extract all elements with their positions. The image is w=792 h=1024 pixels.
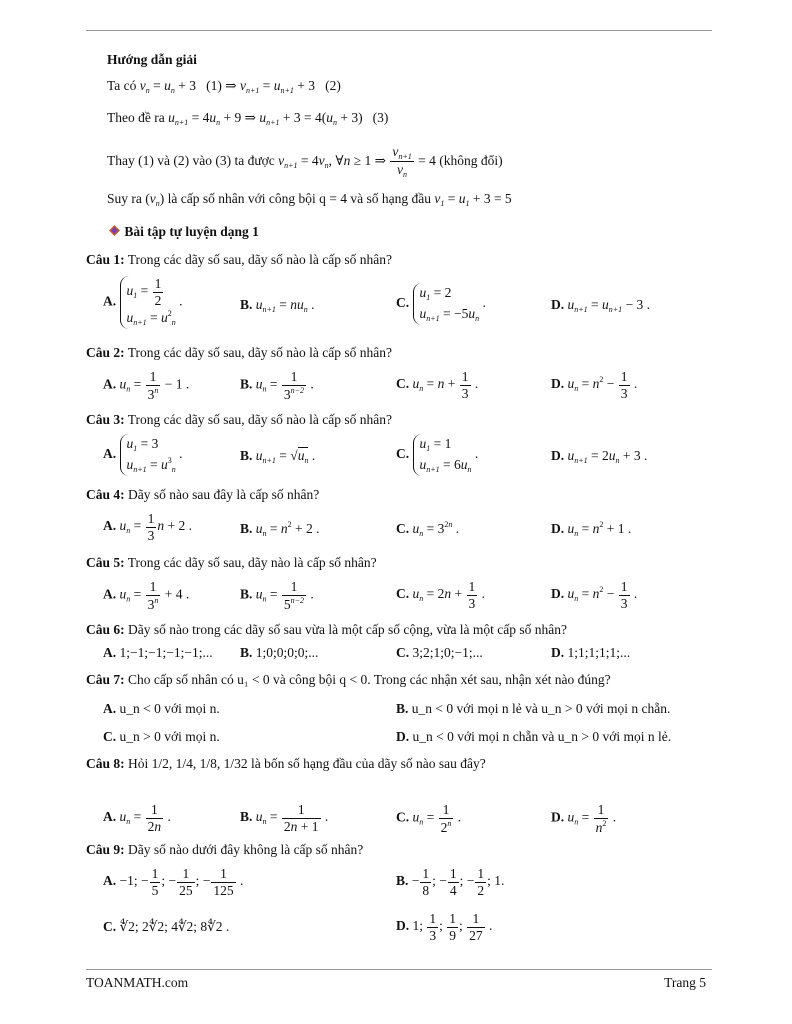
- q8-option-b[interactable]: B. $u_n$ = $\frac{1}{2n + 1}$ .: [240, 802, 329, 834]
- question-1: Câu 1: Trong các dãy số sau, dãy số nào là cấp số nhân?: [86, 252, 392, 267]
- question-5: Câu 5: Trong các dãy số sau, dãy nào là cấp số nhân?: [86, 555, 377, 570]
- q9-option-b[interactable]: B. − $\frac{1}{8}$ ; − $\frac{1}{4}$ ; − $\frac{1}{2}$ ; 1.: [396, 866, 505, 898]
- q9-option-c[interactable]: C. ∜2; 2∜2; 4∜2; 8∜2 .: [103, 919, 230, 934]
- q1-option-b[interactable]: B. $u_{n+1} = nu_n$ .: [240, 297, 315, 314]
- section-heading: Bài tập tự luyện dạng 1: [107, 225, 259, 240]
- q6-option-c[interactable]: C. 3;2;1;0;−1;...: [396, 645, 483, 660]
- q9-option-a[interactable]: A. −1; − $\frac{1}{5}$ ; − $\frac{1}{25}$ ; − $\frac{1}{125}$ .: [103, 866, 244, 898]
- q2-option-c[interactable]: C. $u_n = n$ + $\frac{1}{3}$ .: [396, 369, 479, 401]
- solution-line-2: Theo đề ra $u_{n+1} = 4u_n + 9$ ⇒ $u_{n+1} + 3 = 4(u_n + 3)$ (3): [107, 110, 389, 127]
- footer-page-number: Trang 5: [664, 975, 706, 990]
- header-rule: [86, 30, 712, 31]
- q7-option-c[interactable]: C. u_n > 0 với mọi n.: [103, 729, 220, 744]
- q8-option-c[interactable]: C. $u_n$ = $\frac{1}{2^n}$ .: [396, 802, 462, 835]
- q6-option-d[interactable]: D. 1;1;1;1;1;...: [551, 645, 631, 660]
- q6-option-a[interactable]: A. 1;−1;−1;−1;−1;...: [103, 645, 213, 660]
- q4-option-d[interactable]: D. $u_n = n^2 + 1$ .: [551, 520, 632, 538]
- q2-option-b[interactable]: B. $u_n$ = $\frac{1}{3^{n-2}}$ .: [240, 369, 314, 402]
- q4-option-b[interactable]: B. $u_n = n^2 + 2$ .: [240, 520, 320, 538]
- q3-option-a[interactable]: A. $u_1 = 3$ $u_{n+1} = u^3_n$ .: [103, 436, 183, 474]
- q2-option-d[interactable]: D. $u_n = n^2$ − $\frac{1}{3}$ .: [551, 369, 638, 401]
- question-8: Câu 8: Hỏi 1/2, 1/4, 1/8, 1/32 là bốn số hạng đầu của dãy số nào sau đây?: [86, 756, 486, 771]
- q7-option-b[interactable]: B. u_n < 0 với mọi n lẻ và u_n > 0 với mọi n chẵn.: [396, 701, 671, 716]
- q5-option-a[interactable]: A. $u_n$ = $\frac{1}{3^n}$ + 4 .: [103, 579, 190, 612]
- solution-title: Hướng dẫn giải: [107, 52, 197, 67]
- q5-option-d[interactable]: D. $u_n = n^2$ − $\frac{1}{3}$ .: [551, 579, 638, 611]
- q4-option-a[interactable]: A. $u_n$ = $\frac{1}{3}$ n + 2 .: [103, 511, 192, 543]
- question-3: Câu 3: Trong các dãy số sau, dãy số nào là cấp số nhân?: [86, 412, 392, 427]
- q9-option-d[interactable]: D. 1; $\frac{1}{3}$ ; $\frac{1}{9}$ ; $\frac{1}{27}$ .: [396, 911, 493, 943]
- q1-option-d[interactable]: D. $u_{n+1} = u_{n+1} - 3$ .: [551, 297, 651, 314]
- question-4: Câu 4: Dãy số nào sau đây là cấp số nhân?: [86, 487, 320, 502]
- q7-option-d[interactable]: D. u_n < 0 với mọi n chẵn và u_n > 0 với mọi n lẻ.: [396, 729, 672, 744]
- question-6: Câu 6: Dãy số nào trong các dãy số sau vừa là một cấp số cộng, vừa là một cấp số nhân?: [86, 622, 568, 637]
- q7-option-a[interactable]: A. u_n < 0 với mọi n.: [103, 701, 220, 716]
- q8-option-d[interactable]: D. $u_n$ = $\frac{1}{n^2}$ .: [551, 802, 617, 835]
- q1-option-a[interactable]: A. $u_1$ = $\frac{1}{2}$ $u_{n+1} = u^2_n$ .: [103, 276, 183, 328]
- footer-rule: [86, 969, 712, 970]
- q3-option-c[interactable]: C. $u_1 = 1$ $u_{n+1} = 6u_n$ .: [396, 436, 479, 474]
- footer-site: TOANMATH.com: [86, 975, 189, 990]
- q1-option-c[interactable]: C. $u_1 = 2$ $u_{n+1} = -5u_n$ .: [396, 285, 486, 323]
- q5-option-c[interactable]: C. $u_n = 2n$ + $\frac{1}{3}$ .: [396, 579, 485, 611]
- question-9: Câu 9: Dãy số nào dưới đây không là cấp số nhân?: [86, 842, 364, 857]
- q5-option-b[interactable]: B. $u_n$ = $\frac{1}{5^{n-2}}$ .: [240, 579, 314, 612]
- solution-line-1: Ta có $v_n = u_n + 3$ (1) ⇒ $v_{n+1} = u_{n+1} + 3$ (2): [107, 78, 341, 95]
- q6-option-b[interactable]: B. 1;0;0;0;0;...: [240, 645, 319, 660]
- q2-option-a[interactable]: A. $u_n$ = $\frac{1}{3^n}$ − 1 .: [103, 369, 190, 402]
- q3-option-b[interactable]: B. $u_{n+1} = √u_n$ .: [240, 448, 316, 465]
- pin-bullet-icon: [107, 225, 121, 240]
- solution-line-3: Thay (1) và (2) vào (3) ta được $v_{n+1} = 4v_n$, ∀n ≥ 1 ⇒ $\frac{v_{n+1}}{v_n}$ = 4 (không đổi): [107, 144, 503, 180]
- question-7: Câu 7: Cho cấp số nhân có u₁ < 0 và công bội q < 0. Trong các nhận xét sau, nhận xét nào đúng?: [86, 672, 611, 687]
- solution-line-4: Suy ra $(v_n)$ là cấp số nhân với công bội q = 4 và số hạng đầu $v_1 = u_1 + 3 = 5$: [107, 191, 512, 208]
- q4-option-c[interactable]: C. $u_n = 3^{2n}$ .: [396, 520, 460, 538]
- q8-option-a[interactable]: A. $u_n$ = $\frac{1}{2n}$ .: [103, 802, 171, 834]
- question-2: Câu 2: Trong các dãy số sau, dãy số nào là cấp số nhân?: [86, 345, 392, 360]
- q3-option-d[interactable]: D. $u_{n+1} = 2u_n + 3$ .: [551, 448, 648, 465]
